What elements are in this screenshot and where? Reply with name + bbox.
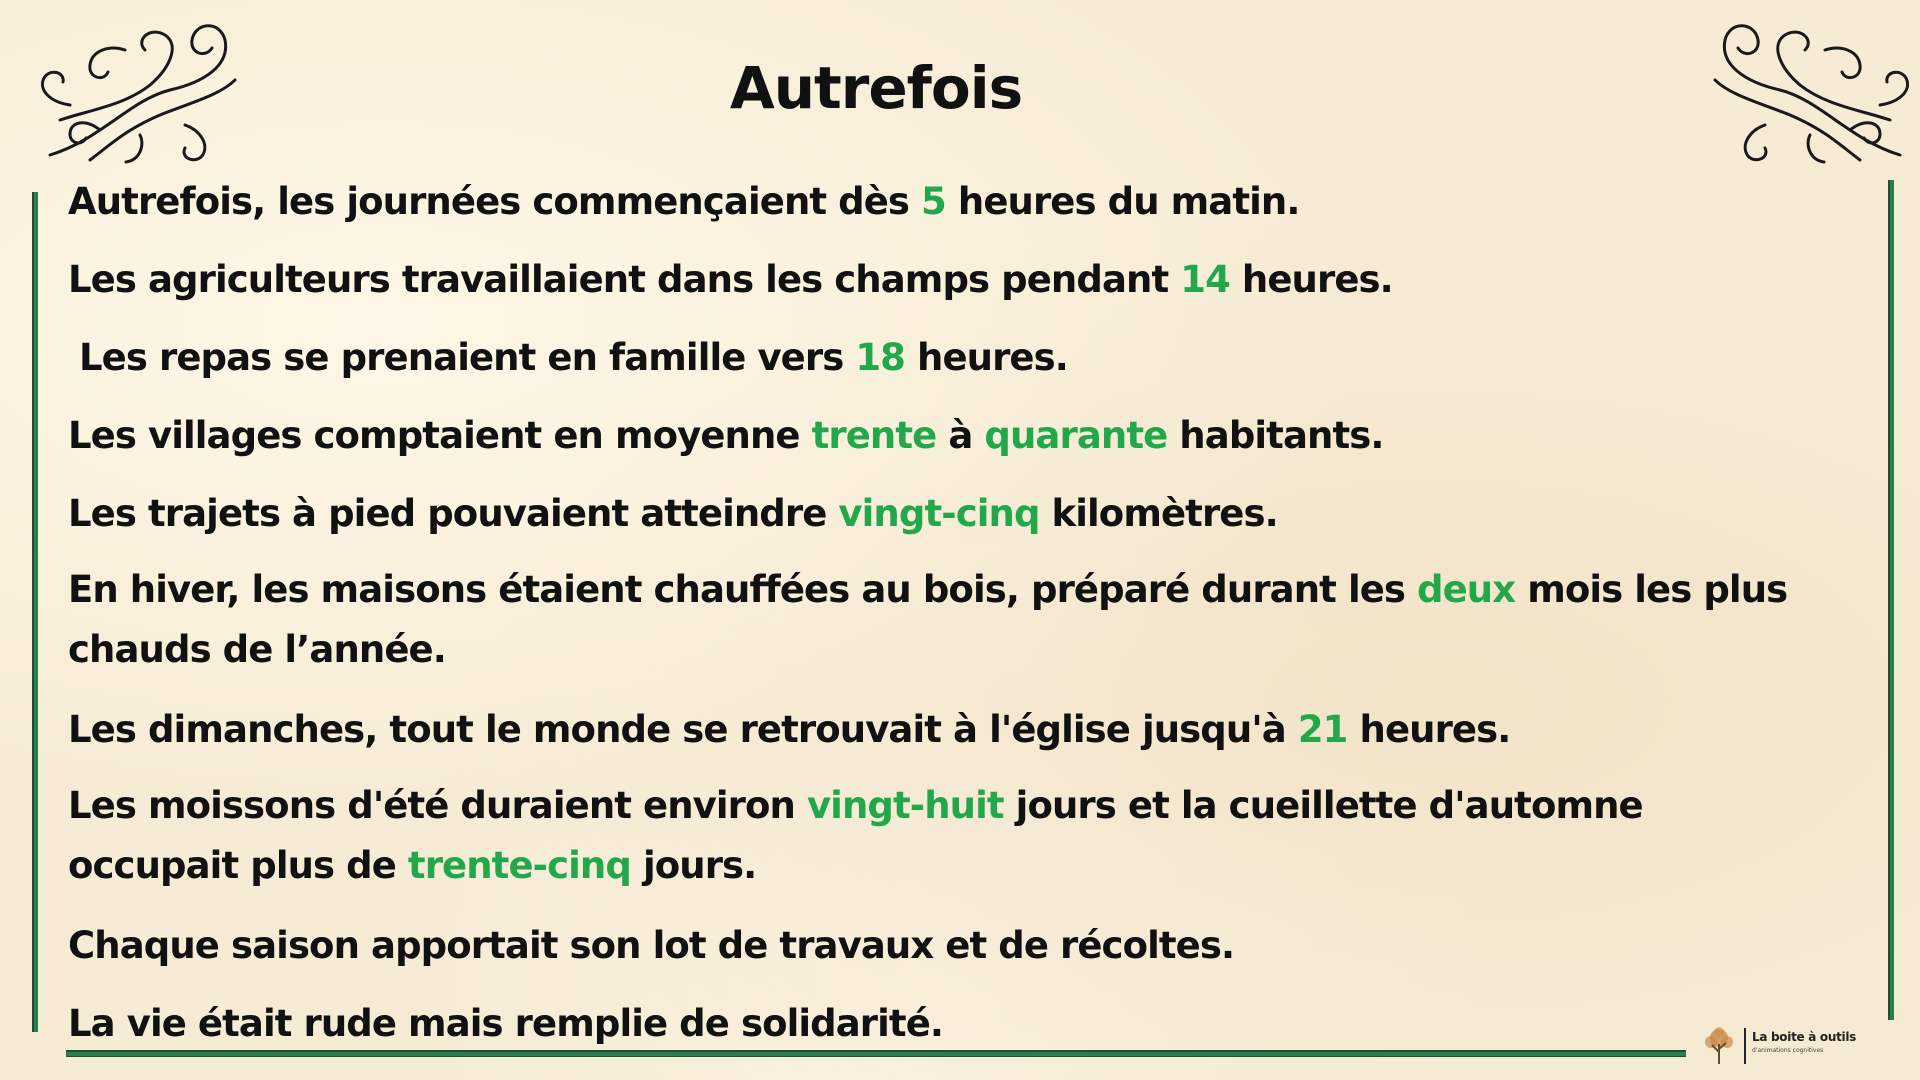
paragraph-2 xyxy=(68,248,1818,312)
paragraph-text: Les trajets à pied pouvaient atteindre xyxy=(68,492,839,535)
paragraph-text: Les moissons d'été duraient environ xyxy=(68,784,807,827)
highlight-number: trente-cinq xyxy=(407,844,631,887)
highlight-number: trente xyxy=(811,414,937,457)
logo-separator xyxy=(1744,1028,1746,1064)
paragraph-7 xyxy=(68,698,1818,762)
paragraph-text: Les dimanches, tout le monde se retrouvait à l'église jusqu'à xyxy=(68,708,1298,751)
paragraph-text: Les villages comptaient en moyenne xyxy=(68,414,812,457)
paragraph-text: En hiver, les maisons étaient chauffées au bois, préparé durant les xyxy=(68,568,1418,611)
paragraph-6 xyxy=(68,560,1818,680)
page-title: Autrefois xyxy=(729,54,1023,122)
paragraph-1 xyxy=(68,170,1818,234)
highlight-number: quarante xyxy=(984,414,1168,457)
paragraph-text: jours et la cueillette d'automne occupait plus de xyxy=(68,784,1643,887)
highlight-number: 18 xyxy=(855,336,906,379)
text-body xyxy=(68,170,1818,1070)
highlight-number: 14 xyxy=(1180,258,1230,301)
paragraph-3 xyxy=(68,326,1818,390)
highlight-number: vingt-cinq xyxy=(838,492,1040,535)
highlight-number: vingt-huit xyxy=(806,784,1004,827)
paragraph-text: habitants. xyxy=(1167,414,1384,457)
highlight-number: deux xyxy=(1417,568,1516,611)
paragraph-text: heures. xyxy=(1347,708,1511,751)
paragraph-text: kilomètres. xyxy=(1039,492,1278,535)
left-frame-bar xyxy=(32,192,38,1032)
paragraph-text: La vie était rude mais remplie de solidarité. xyxy=(68,1002,944,1045)
paragraph-4 xyxy=(68,404,1818,468)
right-frame-bar xyxy=(1888,180,1894,1020)
tree-logo-icon xyxy=(1700,1026,1738,1066)
paragraph-text: heures. xyxy=(1229,258,1393,301)
paragraph-text: Chaque saison apportait son lot de travaux et de récoltes. xyxy=(68,924,1235,967)
paragraph-text: heures du matin. xyxy=(945,180,1300,223)
paragraph-text: mois les plus chauds de l’année. xyxy=(68,568,1788,671)
highlight-number: 5 xyxy=(921,180,946,223)
brand-logo xyxy=(1700,1026,1860,1066)
paragraph-9 xyxy=(68,914,1818,978)
paragraph-text: à xyxy=(936,414,985,457)
paragraph-text: Les repas se prenaient en famille vers xyxy=(79,336,856,379)
paragraph-text: jours. xyxy=(630,844,757,887)
paragraph-text: heures. xyxy=(905,336,1068,379)
logo-title: La boite à outils xyxy=(1752,1030,1856,1044)
logo-subtitle: d'animations cognitives xyxy=(1752,1047,1824,1054)
paragraph-text: Autrefois, les journées commençaient dès xyxy=(68,180,922,223)
paragraph-10 xyxy=(68,992,1818,1056)
paragraph-8 xyxy=(68,776,1818,896)
paragraph-text: Les agriculteurs travaillaient dans les champs pendant xyxy=(68,258,1181,301)
paragraph-5 xyxy=(68,482,1818,546)
highlight-number: 21 xyxy=(1297,708,1348,751)
